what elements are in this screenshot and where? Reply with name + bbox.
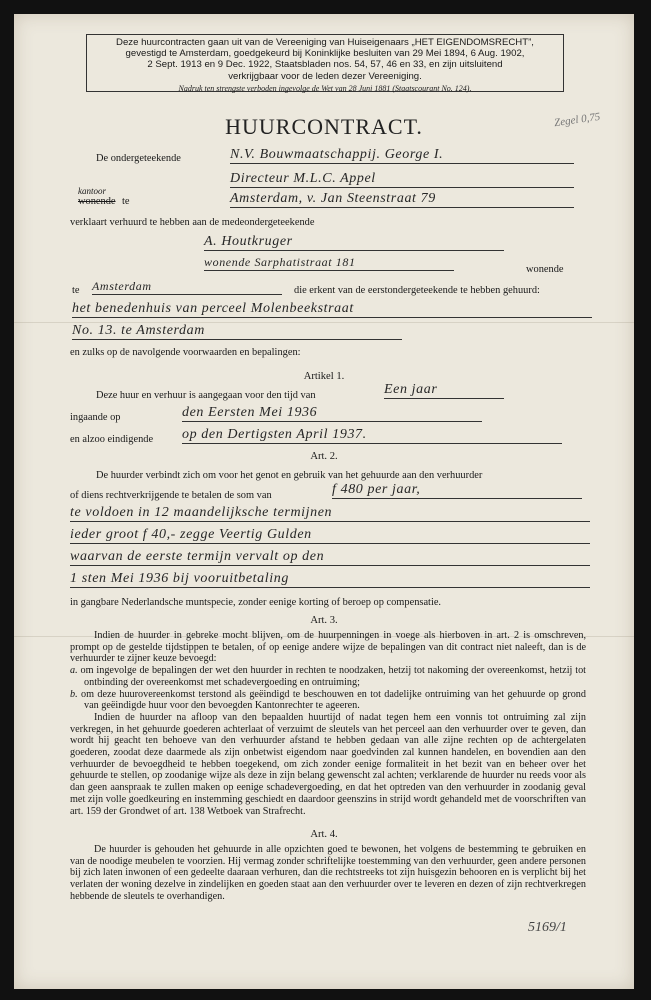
item-marker: b. [70,688,78,700]
art3-item-a [70,665,586,688]
label-start: ingaande op [70,412,121,423]
label-te-2: te [72,285,80,296]
art3-paragraph-1: Indien de huurder in gebreke mocht blijven, om de huurpenningen in voege als hierboven in art. 2 is omschreven, prompt op de gestelde tijdstippen te betalen, of op eenige andere wijze de bepalingen van dit contract niet naleeft, dan is de verhuurder te zijner keuze bevoegd: [70,630,586,665]
rent-sum: f 480 per jaar, [332,482,582,499]
lessor-name: N.V. Bouwmaatschappij. George I. [230,147,574,164]
header-line: verkrijgbaar voor de leden dezer Vereeniging. [228,70,422,82]
lease-end: op den Dertigsten April 1937. [182,427,562,444]
header-line: gevestigd te Amsterdam, goedgekeurd bij Koninklijke besluiten van 29 Mei 1894, 6 Aug. 1902, [125,48,525,60]
item-text: om ingevolge de bepalingen der wet den huurder in rechten te noodzaken, hetzij tot nakoming der overeenkomst, hetzij tot ontbinding der overeenkomst met schadevergoeding en ontruiming; [80,665,586,688]
article-4-body [70,844,586,903]
label-conditions: en zulks op de navolgende voorwaarden en bepalingen: [70,347,301,358]
lessor-director: Directeur M.L.C. Appel [230,171,574,188]
rent-line: ieder groot f 40,- zegge Veertig Gulden [70,527,590,544]
document-title: HUURCONTRACT. [225,114,423,139]
property-line-2: No. 13. te Amsterdam [72,323,402,340]
art3-paragraph-2: Indien de huurder na afloop van den bepaalden huurtijd of nadat tegen hem een vonnis tot ontruiming zal zijn verkregen, in het gehuurde goederen achterlaat of verzuimt de sleutels van het perceel aan den verhuurder over te geven, dan wordt hij geacht ten behoeve van den verhuurder afstand te hebben gedaan van alle zijne rechten op de achtergelaten goederen, zoodat deze daarmede als zijn onbetwist eigendom naar goedvinden zal kunnen handelen, en bovendien aan den verhuurder de bevoegdheid te hebben toegekend, om zich zonder eenige formaliteit in het bezit van en beheer over het gehuurde te stellen, op zoodanige wijze als deze in zijn belang gewenscht zal achten; verklarende de huurder nu reeds voor als dan geen aanspraak te zullen maken op eenige schadevergoeding, en dat het optreden van den verhuurder in zoodanig geval met zijn volle goedkeuring en instemming geschiedt en daardoor geenszins in strijd wordt gehandeld met de voorschriften van art. 159 der Grondwet of art. 138 Wetboek van Strafrecht. [70,711,586,817]
lessor-address: Amsterdam, v. Jan Steenstraat 79 [230,191,574,208]
item-marker: a. [70,665,78,677]
article-4-heading: Art. 4. [310,829,338,840]
art2-closing: in gangbare Nederlandsche muntspecie, zonder eenige korting of beroep op compensatie. [70,597,442,608]
contract-document [14,14,634,989]
tenant-city: Amsterdam [92,278,282,295]
art3-item-b [70,689,586,712]
lease-start: den Eersten Mei 1936 [182,405,482,422]
archive-number: 5169/1 [528,920,567,935]
tenant-address: wonende Sarphatistraat 181 [204,254,454,271]
label-te: te [122,196,130,207]
label-acknowledges: die erkent van de eerstondergeteekende te hebben gehuurd: [294,285,540,296]
label-residing-struck: wonende [78,196,116,207]
article-3-body [70,630,586,817]
item-text: om deze huurovereenkomst terstond als geëindigd te beschouwen en tot dadelijke ontruiming van het gehuurde op grond van geëindigde huur voor den bevoegden Kantonrechter te ageeren. [80,688,586,712]
header-line: 2 Sept. 1913 en 9 Dec. 1922, Staatsbladen nos. 54, 57, 46 en 33, en zijn uitsluitend [147,59,503,71]
label-sum: of diens rechtverkrijgende te betalen de som van [70,490,272,501]
association-header-box [86,34,564,92]
label-term: Deze huur en verhuur is aangegaan voor den tijd van [96,390,316,401]
label-wonende: wonende [526,264,564,275]
stamp-duty-note: Zegel 0,75 [553,110,602,130]
rent-line: waarvan de eerste termijn vervalt op den [70,549,590,566]
label-office-added: kantoor [78,186,106,196]
article-1-heading: Artikel 1. [303,371,345,382]
art2-line-1: De huurder verbindt zich om voor het genot en gebruik van het gehuurde aan den verhuurder [96,470,483,481]
reprint-notice: Nadruk ten strengste verboden ingevolge de Wet van 28 Juni 1881 (Staatscourant No. 124). [178,83,472,93]
lease-term: Een jaar [384,382,504,399]
label-undersigned: De ondergeteekende [96,153,181,164]
header-line: Deze huurcontracten gaan uit van de Vereeniging van Huiseigenaars „HET EIGENDOMSRECHT”, [116,37,534,48]
article-2-heading: Art. 2. [310,451,338,462]
rent-line: 1 sten Mei 1936 bij vooruitbetaling [70,571,590,588]
property-line-1: het benedenhuis van perceel Molenbeekstraat [72,301,592,318]
label-end: en alzoo eindigende [70,434,154,445]
art4-paragraph-1: De huurder is gehouden het gehuurde in alle opzichten goed te bewonen, het volgens de bestemming te gebruiken en van de noodige meubelen te voorzien. Hij vermag zonder schriftelijke toestemming van den verhuurder, geen andere personen bij zich laten inwonen of een gedeelte daaraan verhuren, dan die rechtstreeks tot zijn huisgezin behooren en is verplicht bij het verlaten der woning dezelve in zindelijken en goeden staat aan den verhuurder over te leveren en dezen of zijn rechtverkregen hebbende de sleutels te overhandigen. [70,844,586,902]
tenant-name: A. Houtkruger [204,234,504,251]
label-rented-to: verklaart verhuurd te hebben aan de medeondergeteekende [70,217,315,228]
rent-line: te voldoen in 12 maandelijksche termijnen [70,505,590,522]
article-3-heading: Art. 3. [310,615,338,626]
